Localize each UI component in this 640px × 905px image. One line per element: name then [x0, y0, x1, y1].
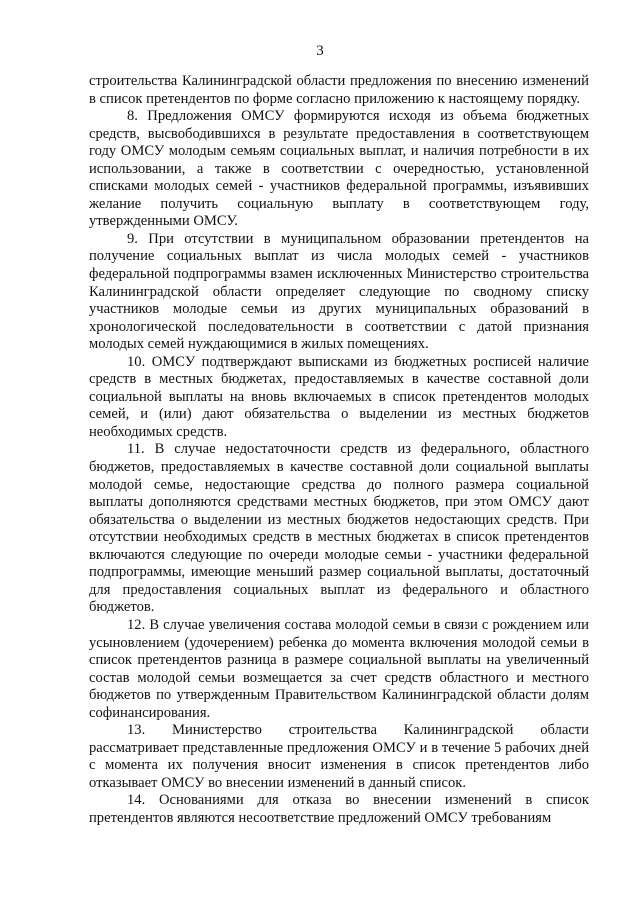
paragraph-12: 12. В случае увеличения состава молодой семьи в связи с рождением или усыновлением (удочерением) ребенка до момента включения молодой семьи в список претендентов разница в размере социальной выплаты на увеличенный состав молодой семьи возмещается за счет средств областного и местного бюджетов по утвержденным Правительством Калининградской области долям софинансирования.: [89, 616, 589, 721]
paragraph-8: 8. Предложения ОМСУ формируются исходя из объема бюджетных средств, высвободившихся в результате предоставления в соответствующем году ОМСУ молодым семьям социальных выплат, и наличия потребности в их использовании, а также в соответствии с очередностью, установленной списками молодых семей - участников федеральной программы, изъявивших желание получить социальную выплату в соответствующем году, утвержденными ОМСУ.: [89, 108, 589, 230]
paragraph-10: 10. ОМСУ подтверждают выписками из бюджетных росписей наличие средств в местных бюджетах, предоставляемых в качестве составной доли социальной выплаты на вновь включаемых в список претендентов молодых семей, и (или) дают обязательства о выделении из местных бюджетов необходимых средств.: [89, 353, 589, 440]
paragraph-14: 14. Основаниями для отказа во внесении изменений в список претендентов являются несоответствие предложений ОМСУ требованиям: [89, 792, 589, 826]
page-number: 3: [316, 43, 324, 59]
paragraph-11: 11. В случае недостаточности средств из федерального, областного бюджетов, предоставляемых в качестве составной доли социальной выплаты молодой семье, недостающие средства до полного размера социальной выплаты дополняются средствами местных бюджетов, при этом ОМСУ дают обязательства о выделении из местных бюджетов недостающих средств. При отсутствии необходимых средств в местных бюджетах в список претендентов включаются следующие по очереди молодые семьи - участники федеральной подпрограммы, имеющие меньший размер социальной выплаты, достаточный для предоставления социальных выплат из федерального и областного бюджетов.: [89, 441, 589, 616]
paragraph-13: 13. Министерство строительства Калининградской области рассматривает представленные предложения ОМСУ и в течение 5 рабочих дней с момента их получения вносит изменения в список претендентов либо отказывает ОМСУ во внесении изменений в данный список.: [89, 722, 589, 791]
paragraph-9: 9. При отсутствии в муниципальном образовании претендентов на получение социальных выплат из числа молодых семей - участников федеральной подпрограммы взамен исключенных Министерство строительства Калининградской области определяет следующие по сводному списку участников молодые семьи из других муниципальных образований в хронологической последовательности в соответствии с датой признания молодых семей нуждающимися в жилых помещениях.: [89, 230, 589, 353]
paragraph-continuation: строительства Калининградской области предложения по внесению изменений в список претендентов по форме согласно приложению к настоящему порядку.: [89, 73, 589, 107]
document-body: [89, 73, 589, 828]
